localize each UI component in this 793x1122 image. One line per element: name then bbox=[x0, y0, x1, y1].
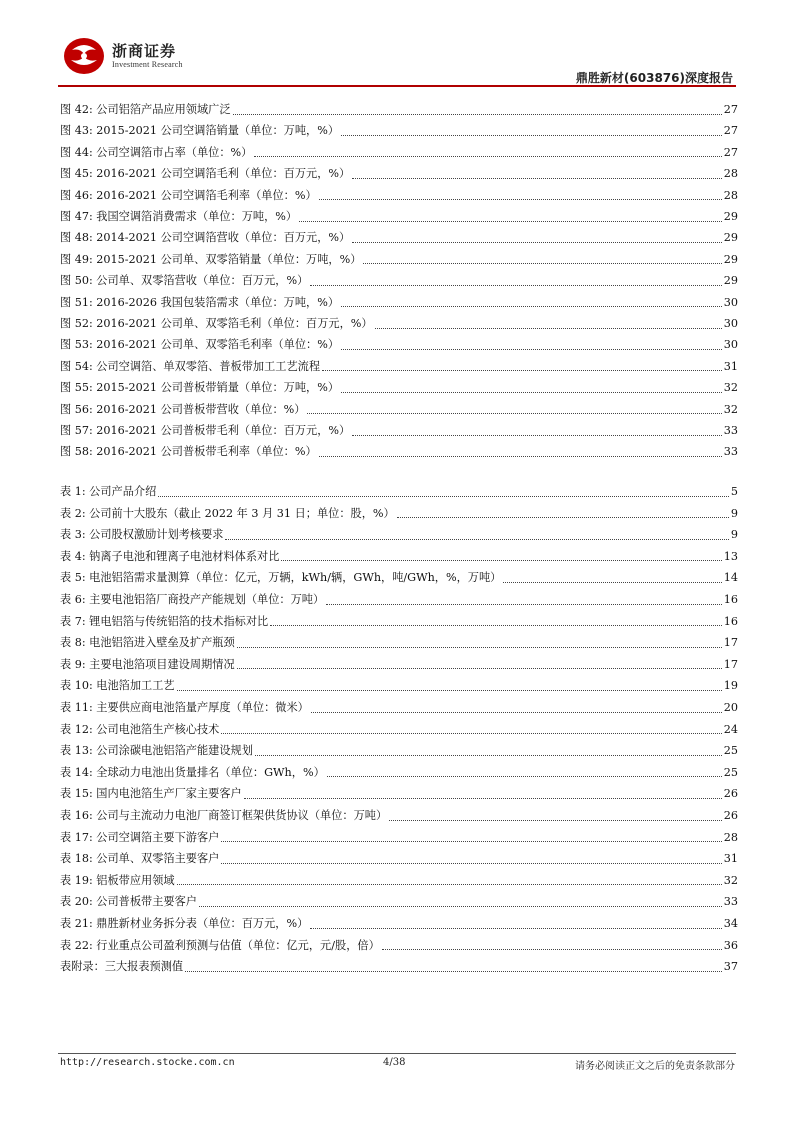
table-entry[interactable] bbox=[60, 957, 738, 977]
dot-leader bbox=[199, 906, 722, 907]
figure-entry[interactable] bbox=[60, 378, 738, 398]
dot-leader bbox=[221, 841, 721, 842]
entry-label: 表 13: 公司涂碳电池铝箔产能建设规划 bbox=[60, 744, 253, 758]
entry-label: 表 11: 主要供应商电池箔量产厚度（单位：微米） bbox=[60, 701, 309, 714]
dot-leader bbox=[352, 178, 722, 179]
entry-page-number: 29 bbox=[723, 231, 738, 245]
entry-page-number: 37 bbox=[723, 960, 738, 974]
brand-name-en: Investment Research bbox=[112, 60, 183, 69]
table-entry[interactable] bbox=[60, 806, 738, 826]
entry-page-number: 34 bbox=[723, 917, 738, 930]
entry-page-number: 30 bbox=[723, 317, 738, 330]
entry-page-number: 9 bbox=[730, 528, 738, 542]
dot-leader bbox=[352, 435, 722, 436]
entry-page-number: 33 bbox=[723, 424, 738, 437]
entry-label: 表 5: 电池铝箔需求量测算（单位：亿元，万辆，kWh/辆，GWh，吨/GWh，%，万吨） bbox=[60, 571, 502, 585]
dot-leader bbox=[341, 349, 722, 350]
dot-leader bbox=[237, 668, 722, 669]
dot-leader bbox=[177, 884, 722, 885]
disclaimer-note: 请务必阅读正文之后的免责条款部分 bbox=[575, 1061, 735, 1072]
dot-leader bbox=[311, 712, 722, 713]
entry-label: 图 53: 2016-2021 公司单、双零箔毛利率（单位：%） bbox=[60, 338, 340, 352]
table-entry[interactable] bbox=[60, 849, 738, 869]
dot-leader bbox=[244, 798, 722, 799]
entry-label: 表 16: 公司与主流动力电池厂商签订框架供货协议（单位：万吨） bbox=[60, 809, 388, 822]
entry-label: 表 20: 公司普板带主要客户 bbox=[60, 895, 197, 909]
entry-label: 表 1: 公司产品介绍 bbox=[60, 485, 157, 498]
table-entry[interactable] bbox=[60, 504, 738, 524]
figure-entry[interactable] bbox=[60, 271, 738, 291]
figure-entry[interactable] bbox=[60, 121, 738, 141]
header-divider bbox=[58, 85, 736, 87]
page-header bbox=[0, 0, 793, 90]
dot-leader bbox=[397, 517, 729, 518]
table-entry[interactable] bbox=[60, 720, 738, 740]
dot-leader bbox=[299, 221, 722, 222]
entry-label: 图 44: 公司空调箔市占率（单位：%） bbox=[60, 145, 253, 159]
figure-entry[interactable] bbox=[60, 293, 738, 313]
dot-leader bbox=[221, 733, 721, 734]
entry-page-number: 5 bbox=[730, 485, 738, 498]
entry-label: 图 43: 2015-2021 公司空调箔销量（单位：万吨，%） bbox=[60, 124, 340, 138]
entry-label: 表 14: 全球动力电池出货量排名（单位：GWh，%） bbox=[60, 765, 325, 779]
entry-page-number: 27 bbox=[723, 103, 738, 116]
table-entry[interactable] bbox=[60, 633, 738, 653]
entry-page-number: 32 bbox=[723, 873, 738, 887]
figure-entry[interactable] bbox=[60, 421, 738, 441]
entry-label: 表 4: 钠离子电池和锂离子电池材料体系对比 bbox=[60, 549, 280, 563]
entry-page-number: 16 bbox=[723, 614, 738, 628]
entry-label: 表 7: 锂电铝箔与传统铝箔的技术指标对比 bbox=[60, 614, 269, 628]
entry-page-number: 14 bbox=[723, 571, 738, 585]
table-entry[interactable] bbox=[60, 784, 738, 804]
entry-page-number: 29 bbox=[723, 252, 738, 266]
figure-entry[interactable] bbox=[60, 442, 738, 462]
entry-page-number: 26 bbox=[723, 787, 738, 801]
table-entry[interactable] bbox=[60, 525, 738, 545]
dot-leader bbox=[341, 135, 722, 136]
figure-entry[interactable] bbox=[60, 335, 738, 355]
figure-entry[interactable] bbox=[60, 164, 738, 184]
entry-label: 图 45: 2016-2021 公司空调箔毛利（单位：百万元，%） bbox=[60, 167, 351, 181]
dot-leader bbox=[307, 413, 721, 414]
entry-label: 图 51: 2016-2026 我国包装箔需求（单位：万吨，%） bbox=[60, 295, 340, 309]
entry-page-number: 17 bbox=[723, 636, 738, 650]
entry-label: 表 19: 铝板带应用领域 bbox=[60, 873, 175, 887]
entry-page-number: 19 bbox=[723, 679, 738, 693]
entry-label: 表 17: 公司空调箔主要下游客户 bbox=[60, 830, 220, 844]
table-entry[interactable] bbox=[60, 655, 738, 675]
entry-page-number: 28 bbox=[723, 188, 738, 202]
dot-leader bbox=[326, 604, 722, 605]
entry-page-number: 20 bbox=[723, 701, 738, 714]
dot-leader bbox=[233, 114, 722, 115]
entry-page-number: 28 bbox=[723, 167, 738, 181]
dot-leader bbox=[382, 949, 722, 950]
entry-page-number: 32 bbox=[723, 381, 738, 395]
dot-leader bbox=[322, 370, 722, 371]
dot-leader bbox=[158, 496, 729, 497]
dot-leader bbox=[319, 456, 722, 457]
entry-label: 表 3: 公司股权激励计划考核要求 bbox=[60, 528, 224, 542]
table-entry[interactable] bbox=[60, 828, 738, 848]
dot-leader bbox=[225, 539, 728, 540]
entry-page-number: 28 bbox=[723, 830, 738, 844]
table-entry[interactable] bbox=[60, 741, 738, 761]
entry-page-number: 24 bbox=[723, 722, 738, 736]
entry-page-number: 27 bbox=[723, 124, 738, 138]
dot-leader bbox=[363, 263, 721, 264]
entry-page-number: 30 bbox=[723, 295, 738, 309]
entry-page-number: 9 bbox=[730, 506, 738, 520]
entry-label: 表 12: 公司电池箔生产核心技术 bbox=[60, 722, 220, 736]
entry-label: 表 15: 国内电池箔生产厂家主要客户 bbox=[60, 787, 242, 801]
table-entry[interactable] bbox=[60, 676, 738, 696]
entry-label: 表 9: 主要电池箔项目建设周期情况 bbox=[60, 657, 235, 671]
dot-leader bbox=[310, 285, 721, 286]
entry-page-number: 30 bbox=[723, 338, 738, 352]
figure-entry[interactable] bbox=[60, 100, 738, 120]
entry-label: 图 54: 公司空调箔、单双零箔、普板带加工工艺流程 bbox=[60, 359, 321, 373]
dot-leader bbox=[319, 199, 722, 200]
entry-label: 表 22: 行业重点公司盈利预测与估值（单位：亿元，元/股，倍） bbox=[60, 938, 380, 952]
figure-entry[interactable] bbox=[60, 314, 738, 334]
figure-entry[interactable] bbox=[60, 400, 738, 420]
entry-label: 图 47: 我国空调箔消费需求（单位：万吨，%） bbox=[60, 210, 298, 223]
entry-label: 图 48: 2014-2021 公司空调箔营收（单位：百万元，%） bbox=[60, 231, 351, 245]
dot-leader bbox=[270, 625, 722, 626]
entry-label: 图 57: 2016-2021 公司普板带毛利（单位：百万元，%） bbox=[60, 424, 351, 437]
table-entry[interactable] bbox=[60, 568, 738, 588]
dot-leader bbox=[221, 863, 721, 864]
entry-label: 表 10: 电池箔加工工艺 bbox=[60, 679, 175, 693]
dot-leader bbox=[254, 156, 721, 157]
entry-page-number: 26 bbox=[723, 809, 738, 822]
dot-leader bbox=[341, 392, 722, 393]
table-entry[interactable] bbox=[60, 482, 738, 502]
entry-label: 图 58: 2016-2021 公司普板带毛利率（单位：%） bbox=[60, 445, 317, 459]
table-entry[interactable] bbox=[60, 547, 738, 567]
figure-entry[interactable] bbox=[60, 357, 738, 377]
entry-label: 图 46: 2016-2021 公司空调箔毛利率（单位：%） bbox=[60, 188, 317, 202]
entry-label: 表 18: 公司单、双零箔主要客户 bbox=[60, 852, 220, 866]
table-entry[interactable] bbox=[60, 612, 738, 632]
entry-label: 图 50: 公司单、双零箔营收（单位：百万元，%） bbox=[60, 274, 309, 288]
figure-entry[interactable] bbox=[60, 250, 738, 270]
dot-leader bbox=[327, 776, 722, 777]
entry-page-number: 27 bbox=[723, 145, 738, 159]
footer-divider bbox=[58, 1053, 736, 1054]
entry-label: 图 42: 公司铝箔产品应用领域广泛 bbox=[60, 103, 231, 116]
entry-label: 表 8: 电池铝箔进入壁垒及扩产瓶颈 bbox=[60, 636, 235, 650]
entry-label: 图 56: 2016-2021 公司普板带营收（单位：%） bbox=[60, 402, 306, 416]
footer-url[interactable]: http://research.stocke.com.cn bbox=[60, 1057, 235, 1068]
figure-entry[interactable] bbox=[60, 143, 738, 163]
entry-page-number: 29 bbox=[723, 274, 738, 288]
report-title: 鼎胜新材(603876)深度报告 bbox=[575, 71, 733, 85]
dot-leader bbox=[389, 820, 722, 821]
dot-leader bbox=[185, 971, 722, 972]
dot-leader bbox=[255, 755, 722, 756]
dot-leader bbox=[310, 928, 721, 929]
entry-page-number: 25 bbox=[723, 744, 738, 758]
dot-leader bbox=[237, 647, 722, 648]
table-entry[interactable] bbox=[60, 936, 738, 956]
dot-leader bbox=[375, 328, 722, 329]
entry-page-number: 33 bbox=[723, 445, 738, 459]
entry-page-number: 31 bbox=[723, 852, 738, 866]
table-entry[interactable] bbox=[60, 892, 738, 912]
entry-label: 表 21: 鼎胜新材业务拆分表（单位：百万元，%） bbox=[60, 917, 309, 930]
table-entry[interactable] bbox=[60, 590, 738, 610]
entry-page-number: 29 bbox=[723, 210, 738, 223]
table-entry[interactable] bbox=[60, 763, 738, 783]
dot-leader bbox=[341, 306, 722, 307]
entry-page-number: 33 bbox=[723, 895, 738, 909]
entry-page-number: 31 bbox=[723, 359, 738, 373]
table-entry[interactable] bbox=[60, 871, 738, 891]
entry-page-number: 32 bbox=[723, 402, 738, 416]
figure-entry[interactable] bbox=[60, 207, 738, 227]
entry-label: 图 52: 2016-2021 公司单、双零箔毛利（单位：百万元，%） bbox=[60, 317, 373, 330]
table-entry[interactable] bbox=[60, 698, 738, 718]
brand-name-cn: 浙商证券 bbox=[112, 42, 177, 60]
entry-label: 图 49: 2015-2021 公司单、双零箔销量（单位：万吨，%） bbox=[60, 252, 362, 266]
entry-page-number: 25 bbox=[723, 765, 738, 779]
table-entry[interactable] bbox=[60, 914, 738, 934]
dot-leader bbox=[177, 690, 722, 691]
entry-page-number: 16 bbox=[723, 593, 738, 606]
figure-entry[interactable] bbox=[60, 228, 738, 248]
entry-page-number: 17 bbox=[723, 657, 738, 671]
entry-label: 表 2: 公司前十大股东（截止 2022 年 3 月 31 日；单位：股，%） bbox=[60, 506, 395, 520]
page-number: 4/38 bbox=[383, 1057, 406, 1068]
zheshang-logo-icon bbox=[62, 36, 106, 76]
entry-label: 表附录：三大报表预测值 bbox=[60, 960, 184, 974]
figure-entry[interactable] bbox=[60, 186, 738, 206]
entry-label: 表 6: 主要电池铝箔厂商投产产能规划（单位：万吨） bbox=[60, 593, 325, 606]
dot-leader bbox=[281, 560, 721, 561]
entry-page-number: 13 bbox=[723, 549, 738, 563]
entry-label: 图 55: 2015-2021 公司普板带销量（单位：万吨，%） bbox=[60, 381, 340, 395]
entry-page-number: 36 bbox=[723, 938, 738, 952]
dot-leader bbox=[352, 242, 722, 243]
dot-leader bbox=[503, 582, 721, 583]
